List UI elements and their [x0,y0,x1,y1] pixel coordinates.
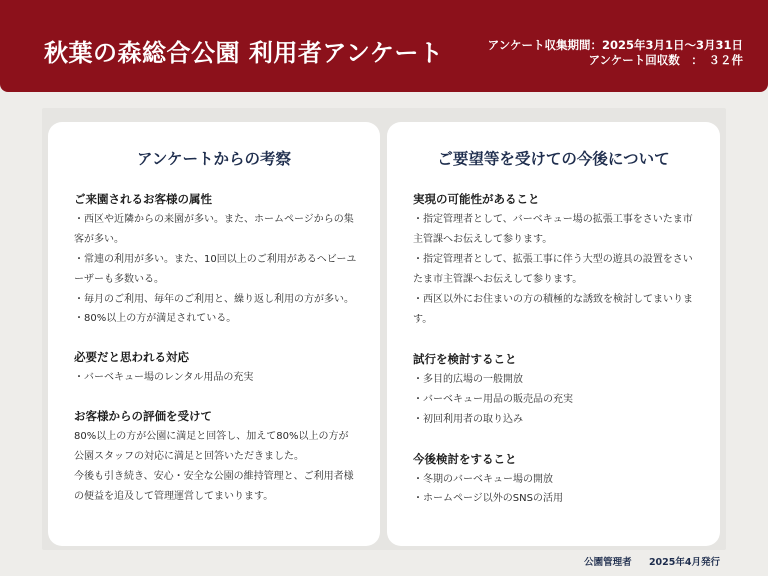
page-title: 秋葉の森総合公園 利用者アンケート [44,39,444,67]
section-customer-evaluation [74,409,358,507]
publisher: 公園管理者 [584,557,632,568]
list-item: ・毎月のご利用、毎年のご利用と、繰り返し利用の方が多い。 [74,294,354,305]
survey-meta [488,38,743,68]
issue-date: 2025年4月発行 [648,557,720,568]
future-plans-card [387,122,720,546]
section-heading: お客様からの評価を受けて [74,409,212,423]
list-item: ・西区以外にお住まいの方の積極的な誘致を検討してまいります。 [413,294,693,325]
section-heading: 今後検討をすること [413,452,517,466]
list-item: ・西区や近隣からの来園が多い。また、ホームページからの集客が多い。 [74,214,354,245]
section-heading: 試行を検討すること [413,352,517,366]
page-footer [584,554,720,568]
future-plans-card-body [413,192,698,508]
section-heading: 実現の可能性があること [413,192,540,206]
list-item: ・ホームページ以外のSNSの活用 [413,493,563,504]
list-item: ・80%以上の方が満足されている。 [74,313,237,324]
list-item: ・常連の利用が多い。また、10回以上のご利用があるヘビーユーザーも多数いる。 [74,254,357,285]
paragraph: 今後も引き続き、安心・安全な公園の維持管理と、ご利用者様の便益を追及して管理運営してまいります。 [74,471,354,502]
section-heading: 必要だと思われる対応 [74,350,189,364]
insights-card [48,122,380,546]
list-item: ・多目的広場の一般開放 [413,374,523,385]
paragraph: 80%以上の方が公園に満足と回答し、加えて80%以上の方が公園スタッフの対応に満足と回答いただきました。 [74,431,349,462]
survey-period: アンケート収集期間：2025年3月1日〜3月31日 [487,38,743,52]
list-item: ・初回利用者の取り込み [413,414,523,425]
page-header [0,0,768,92]
section-trial [413,352,698,430]
list-item: ・指定管理者として、バーベキュー場の拡張工事をさいたま市主管課へお伝えして参ります。 [413,214,693,245]
survey-count: アンケート回収数 ： ３２件 [588,53,743,67]
section-heading: ご来園されるお客様の属性 [74,192,212,206]
list-item: ・指定管理者として、拡張工事に伴う大型の遊具の設置をさいたま市主管課へお伝えして参ります。 [413,254,693,285]
list-item: ・冬期のバーベキュー場の開放 [413,474,553,485]
list-item: ・バーベキュー場のレンタル用品の充実 [74,372,254,383]
section-future-review [413,452,698,508]
section-feasible [413,192,698,330]
future-plans-card-title: ご要望等を受けての今後について [437,150,670,168]
section-required-actions [74,350,358,388]
insights-card-body [74,192,358,507]
section-customer-attributes [74,192,358,329]
insights-card-title: アンケートからの考察 [136,150,292,168]
list-item: ・バーベキュー用品の販売品の充実 [413,394,573,405]
